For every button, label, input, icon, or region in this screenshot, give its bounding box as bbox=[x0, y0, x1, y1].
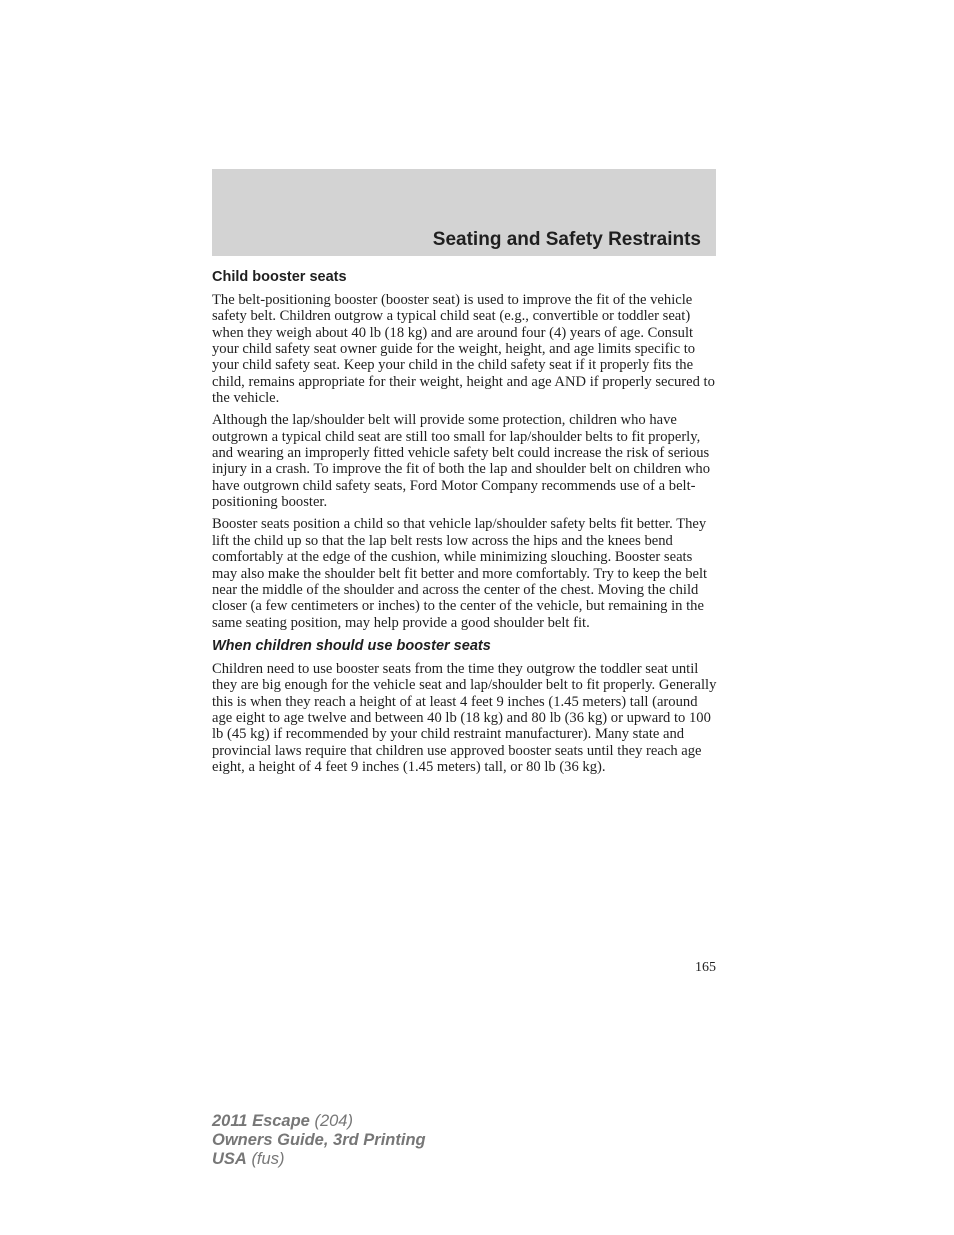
page-number: 165 bbox=[695, 960, 716, 975]
footer-guide: Owners Guide, 3rd Printing bbox=[212, 1131, 426, 1149]
paragraph: Although the lap/shoulder belt will provide some protection, children who have outgrown a typical child seat are still too small for lap/shoulder belts to fit properly, and wearing an improperly fitted vehicle safety belt could increase the risk of serious injury in a crash. To improve the fit of both the lap and shoulder belt on children who have outgrown child safety seats, Ford Motor Company recommends use of a belt-positioning booster. bbox=[212, 412, 711, 511]
footer-model-code: (204) bbox=[314, 1112, 353, 1130]
paragraph: Children need to use booster seats from the time they outgrow the toddler seat until they are big enough for the vehicle seat and lap/shoulder belt to fit properly. Generally this is when they reach a height of at least 4 feet 9 inches (1.45 meters) tall (around age eight to age twelve and between 40 lb (18 kg) and 80 lb (36 kg) or upward to 100 lb (45 kg) if recommended by your child restraint manufacturer). Many state and provincial laws require that children use approved booster seats until they reach age eight, a height of 4 feet 9 inches (1.45 meters) tall, or 80 lb (36 kg). bbox=[212, 660, 717, 775]
footer-line-model bbox=[212, 1112, 426, 1131]
page-title: Seating and Safety Restraints bbox=[432, 229, 701, 250]
footer-line-region bbox=[212, 1150, 426, 1169]
paragraph: The belt-positioning booster (booster seat) is used to improve the fit of the vehicle safety belt. Children outgrow a typical child seat (e.g., convertible or toddler seat) when they weigh about 40 lb (18 kg) and are around four (4) years of age. Consult your child safety seat owner guide for the weight, height, and age limits specific to your child safety seat. Keep your child in the child safety seat if it properly fits the child, remains appropriate for their weight, height and age AND if properly secured to the vehicle. bbox=[212, 292, 715, 407]
section-heading-child-booster-seats: Child booster seats bbox=[212, 269, 347, 285]
footer-model: 2011 Escape bbox=[212, 1112, 310, 1130]
section-heading-when-to-use: When children should use booster seats bbox=[212, 637, 491, 654]
main-content bbox=[212, 268, 718, 781]
footer-region: USA bbox=[212, 1150, 247, 1168]
footer-region-code: (fus) bbox=[251, 1150, 285, 1168]
document-footer bbox=[212, 1112, 426, 1169]
footer-line-guide bbox=[212, 1131, 426, 1150]
paragraph: Booster seats position a child so that vehicle lap/shoulder safety belts fit better. They lift the child up so that the lap belt rests low across the hips and the knees bend comfortably at the edge of the cushion, while minimizing slouching. Booster seats may also make the shoulder belt fit better and more comfortably. Try to keep the belt near the middle of the shoulder and across the center of the chest. Moving the child closer (a few centimeters or inches) to the center of the vehicle, but remaining in the same seating position, may help provide a good shoulder belt fit. bbox=[212, 516, 708, 631]
section-header-band bbox=[212, 169, 716, 256]
